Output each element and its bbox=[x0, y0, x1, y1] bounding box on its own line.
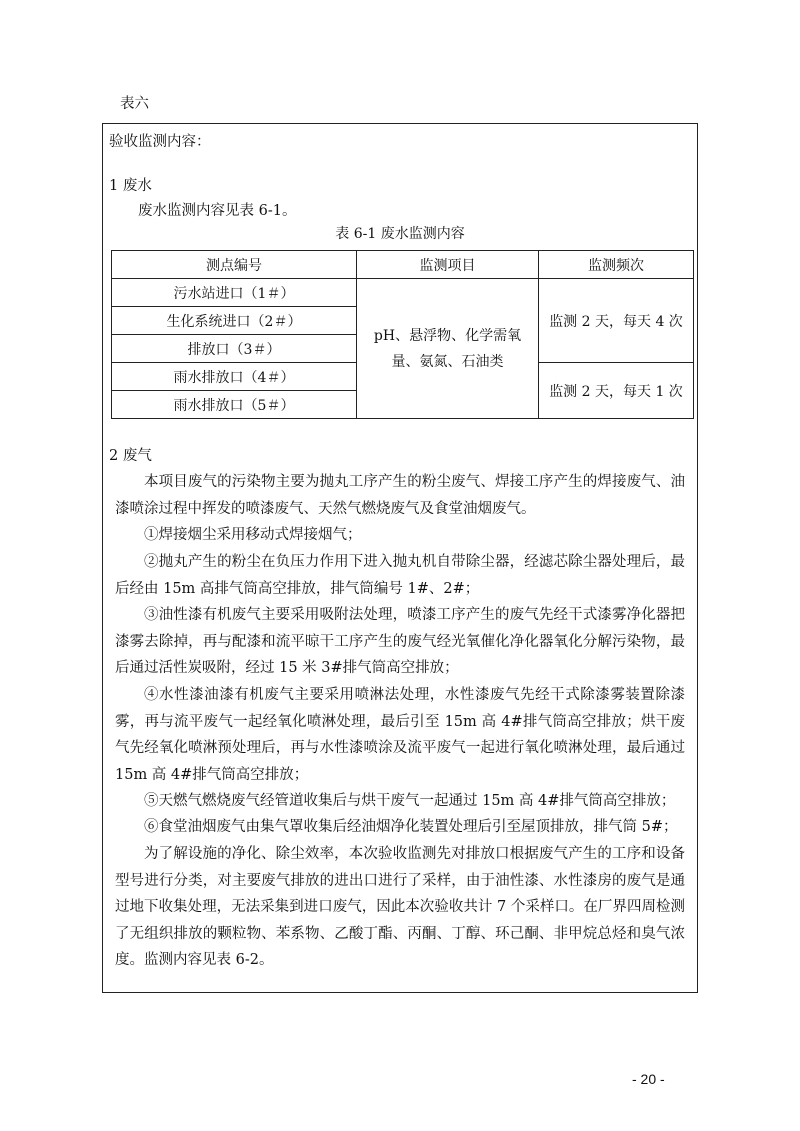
content-box bbox=[102, 123, 698, 993]
table-caption: 表 6-1 废水监测内容 bbox=[335, 226, 465, 242]
point-cell: 污水站进口（1＃） bbox=[112, 279, 357, 307]
header-point-id: 测点编号 bbox=[112, 251, 357, 279]
document-label: 表六 bbox=[120, 96, 149, 112]
exhaust-paragraph-3: ③油性漆有机废气主要采用吸附法处理，喷漆工序产生的废气先经干式漆雾净化器把漆雾去除掉，再与配漆和流平晾干工序产生的废气经光氧催化净化器氧化分解污染物，最后通过活性炭吸附，经过 15 米 3#排气筒高空排放； bbox=[115, 607, 685, 676]
page-number: - 20 - bbox=[632, 1071, 665, 1087]
exhaust-paragraph-intro: 本项目废气的污染物主要为抛丸工序产生的粉尘废气、焊接工序产生的焊接废气、油漆喷涂过程中挥发的喷漆废气、天然气燃烧废气及食堂油烟废气。 bbox=[115, 474, 685, 517]
frequency-cell-a: 监测 2 天，每天 4 次 bbox=[539, 279, 694, 363]
exhaust-paragraph-6: ⑥食堂油烟废气由集气罩收集后经油烟净化装置处理后引至屋顶排放，排气筒 5#； bbox=[144, 819, 678, 835]
point-cell: 雨水排放口（4＃） bbox=[112, 363, 357, 391]
box-heading: 验收监测内容： bbox=[109, 134, 211, 150]
wastewater-intro: 废水监测内容见表 6-1。 bbox=[138, 203, 297, 219]
exhaust-paragraph-7: 为了解设施的净化、除尘效率，本次验收监测先对排放口根据废气产生的工序和设备型号进行分类，对主要废气排放的进出口进行了采样，由于油性漆、水性漆房的废气是通过地下收集处理，无法采集到进口废气，因此本次验收共计 7 个采样口。在厂界四周检测了无组织排放的颗粒物、苯系物、乙酸丁酯、丙酮、丁醇、环己酮、非甲烷总烃和臭气浓度。监测内容见表 6-2。 bbox=[115, 846, 685, 968]
exhaust-paragraph-5: ⑤天燃气燃烧废气经管道收集后与烘干废气一起通过 15m 高 4#排气筒高空排放； bbox=[144, 793, 676, 809]
point-cell: 雨水排放口（5＃） bbox=[112, 391, 357, 419]
monitor-items-cell: pH、悬浮物、化学需氧量、氨氮、石油类 bbox=[357, 279, 539, 419]
table-header-row bbox=[112, 251, 694, 279]
header-monitor-frequency: 监测频次 bbox=[539, 251, 694, 279]
exhaust-paragraph-2: ②抛丸产生的粉尘在负压力作用下进入抛丸机自带除尘器，经滤芯除尘器处理后，最后经由 15m 高排气筒高空排放，排气筒编号 1#、2#； bbox=[115, 554, 685, 597]
exhaust-paragraph-4: ④水性漆油漆有机废气主要采用喷淋法处理，水性漆废气先经干式除漆雾装置除漆雾，再与流平废气一起经氧化喷淋处理，最后引至 15m 高 4#排气筒高空排放；烘干废气先经氧化喷淋预处理后，再与水性漆喷涂及流平废气一起进行氧化喷淋处理，最后通过 15m 高 4#排气筒高空排放； bbox=[115, 687, 685, 783]
header-monitor-item: 监测项目 bbox=[357, 251, 539, 279]
point-cell: 生化系统进口（2＃） bbox=[112, 307, 357, 335]
section-exhaust-title: 2 废气 bbox=[109, 448, 152, 464]
wastewater-monitoring-table bbox=[111, 250, 694, 419]
exhaust-paragraph-1: ①焊接烟尘采用移动式焊接烟气； bbox=[144, 527, 362, 543]
table-row bbox=[112, 279, 694, 307]
section-wastewater-title: 1 废水 bbox=[109, 178, 152, 194]
frequency-cell-b: 监测 2 天，每天 1 次 bbox=[539, 363, 694, 419]
point-cell: 排放口（3＃） bbox=[112, 335, 357, 363]
